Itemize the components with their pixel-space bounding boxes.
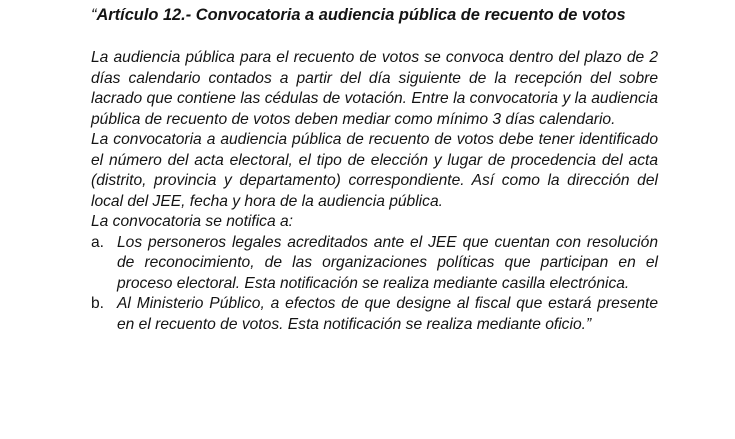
article-title-text: Artículo 12.- Convocatoria a audiencia pública de recuento de votos: [96, 6, 626, 24]
list-item: [91, 233, 658, 295]
list-item: [91, 294, 658, 335]
notification-list: [91, 233, 658, 336]
paragraph-notificacion-intro: La convocatoria se notifica a:: [91, 213, 293, 230]
paragraph-plazo-convocatoria: La audiencia pública para el recuento de votos se convoca dentro del plazo de 2 días calendario contados a partir del día siguiente de la recepción del sobre lacrado que contiene las cédulas de votación. Entre la convocatoria y la audiencia pública de recuento de votos deben mediar como mínimo 3 días calendario.: [91, 49, 658, 128]
list-marker: b.: [91, 295, 105, 312]
article-title: [91, 5, 658, 26]
list-marker: a.: [91, 233, 105, 251]
article-body: [91, 48, 658, 335]
list-item-text: Al Ministerio Público, a efectos de que designe al fiscal que estará presente en el recuento de votos. Esta notificación se realiza mediante oficio.”: [117, 295, 658, 333]
opening-quote-mark: “: [91, 6, 97, 24]
list-item-text: Los personeros legales acreditados ante el JEE que cuentan con resolución de reconocimiento, de las organizaciones políticas que participan en el proceso electoral. Esta notificación se realiza mediante casilla electrónica.: [117, 233, 658, 292]
paragraph-contenido-convocatoria: La convocatoria a audiencia pública de recuento de votos debe tener identificado el número del acta electoral, el tipo de elección y lugar de procedencia del acta (distrito, provincia y departamento) correspondiente. Así como la dirección del local del JEE, fecha y hora de la audiencia pública.: [91, 131, 658, 210]
